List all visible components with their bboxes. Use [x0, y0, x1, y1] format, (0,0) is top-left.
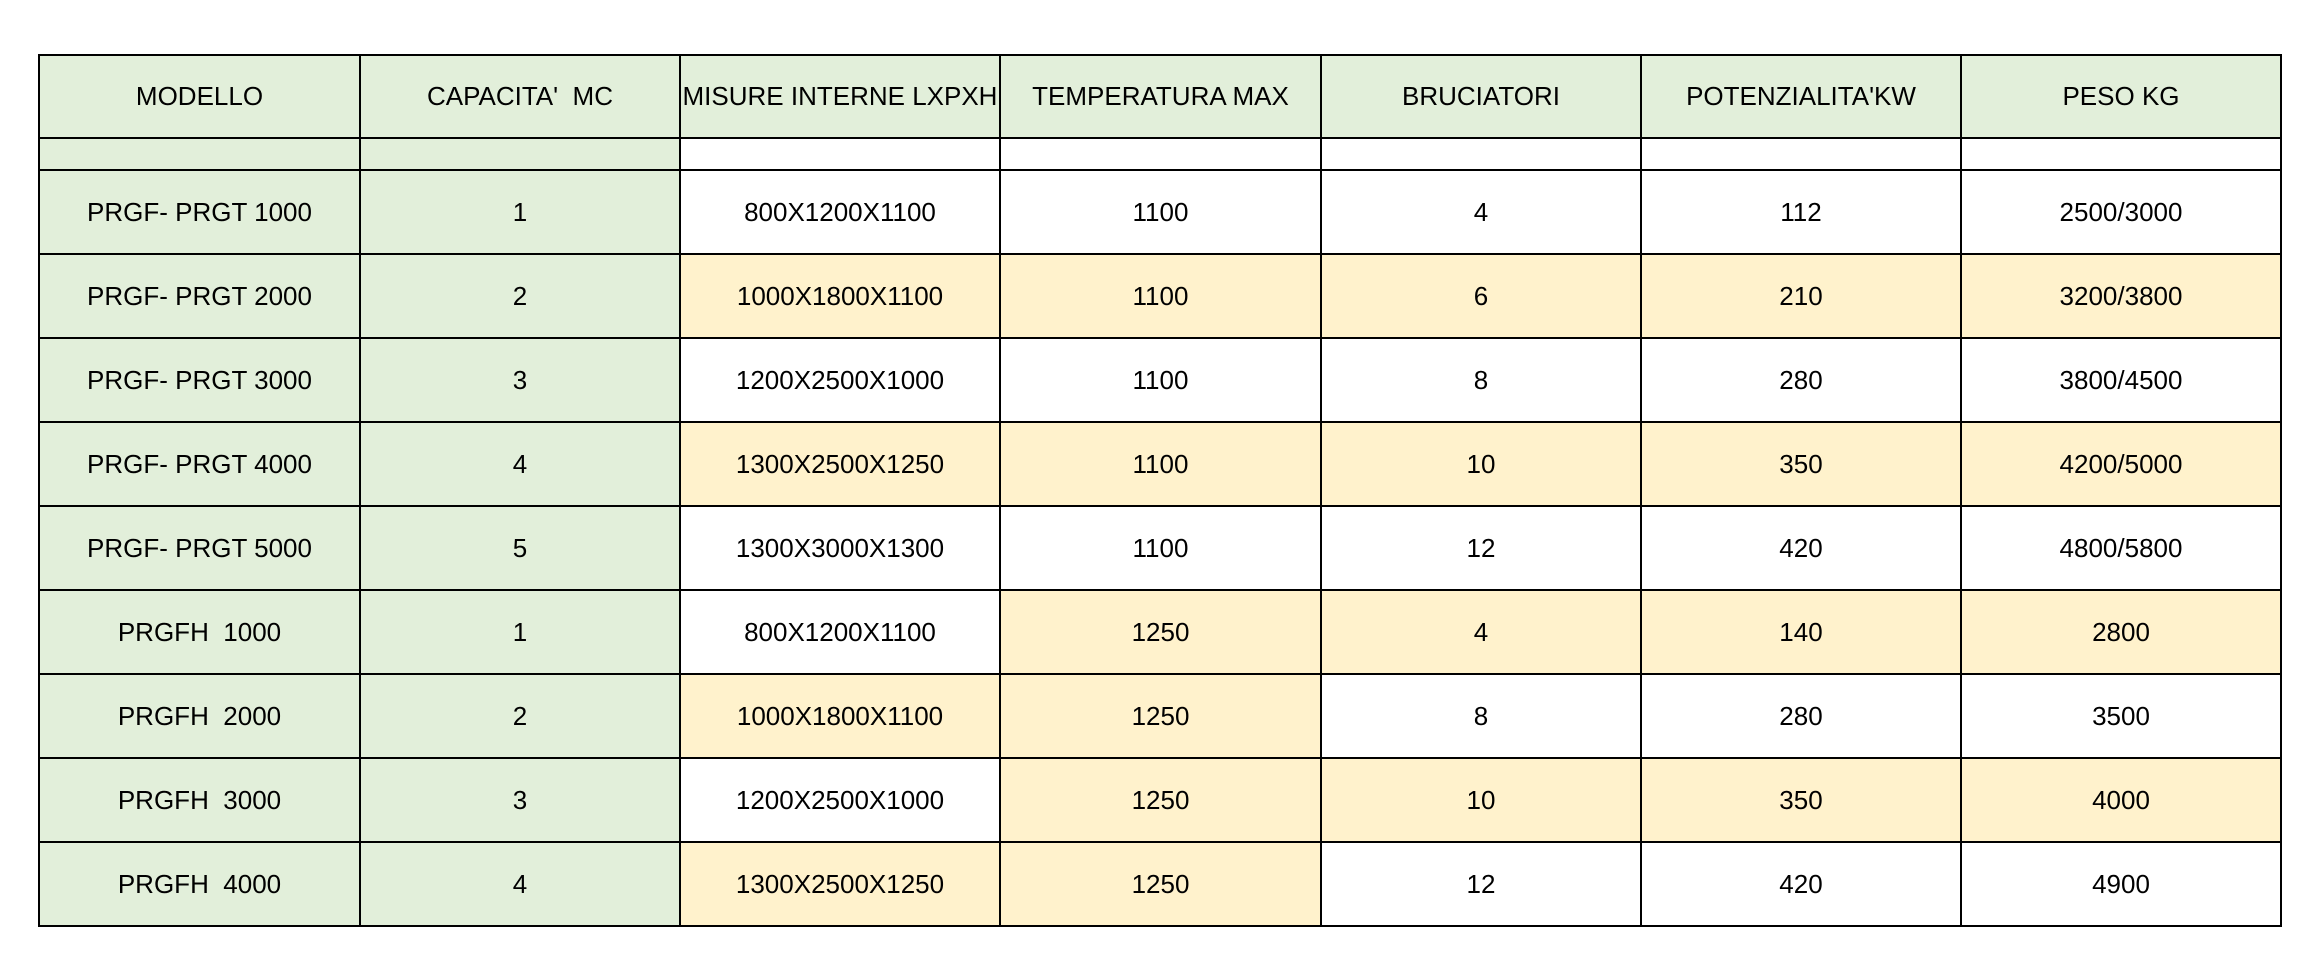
- cell-bruciatori: 8: [1321, 338, 1641, 422]
- spacer-cell: [1321, 138, 1641, 170]
- cell-bruciatori: 12: [1321, 842, 1641, 926]
- cell-capacita: 4: [360, 842, 680, 926]
- spacer-cell: [39, 138, 360, 170]
- header-temperatura: TEMPERATURA MAX: [1000, 55, 1321, 138]
- table-row: [39, 422, 2281, 506]
- cell-modello: PRGF- PRGT 1000: [39, 170, 360, 254]
- cell-modello: PRGF- PRGT 2000: [39, 254, 360, 338]
- cell-peso: 3500: [1961, 674, 2281, 758]
- cell-potenzialita: 350: [1641, 758, 1961, 842]
- cell-bruciatori: 10: [1321, 422, 1641, 506]
- cell-potenzialita: 420: [1641, 506, 1961, 590]
- cell-temperatura: 1250: [1000, 842, 1321, 926]
- cell-misure: 1300X3000X1300: [680, 506, 1000, 590]
- cell-bruciatori: 4: [1321, 590, 1641, 674]
- cell-potenzialita: 140: [1641, 590, 1961, 674]
- cell-peso: 3800/4500: [1961, 338, 2281, 422]
- spacer-cell: [1641, 138, 1961, 170]
- cell-capacita: 3: [360, 758, 680, 842]
- cell-peso: 4900: [1961, 842, 2281, 926]
- cell-potenzialita: 420: [1641, 842, 1961, 926]
- cell-misure: 800X1200X1100: [680, 170, 1000, 254]
- header-peso: PESO KG: [1961, 55, 2281, 138]
- cell-misure: 1200X2500X1000: [680, 338, 1000, 422]
- cell-potenzialita: 280: [1641, 338, 1961, 422]
- header-row: [39, 55, 2281, 138]
- cell-temperatura: 1250: [1000, 590, 1321, 674]
- cell-peso: 4800/5800: [1961, 506, 2281, 590]
- spacer-cell: [1961, 138, 2281, 170]
- spacer-cell: [1000, 138, 1321, 170]
- cell-capacita: 4: [360, 422, 680, 506]
- cell-misure: 1200X2500X1000: [680, 758, 1000, 842]
- cell-misure: 1000X1800X1100: [680, 254, 1000, 338]
- header-potenzialita: POTENZIALITA'KW: [1641, 55, 1961, 138]
- cell-modello: PRGF- PRGT 5000: [39, 506, 360, 590]
- header-bruciatori: BRUCIATORI: [1321, 55, 1641, 138]
- cell-misure: 1000X1800X1100: [680, 674, 1000, 758]
- cell-bruciatori: 12: [1321, 506, 1641, 590]
- spacer-cell: [360, 138, 680, 170]
- cell-capacita: 3: [360, 338, 680, 422]
- cell-modello: PRGFH 4000: [39, 842, 360, 926]
- cell-misure: 1300X2500X1250: [680, 422, 1000, 506]
- cell-peso: 4200/5000: [1961, 422, 2281, 506]
- spec-table: [38, 54, 2282, 927]
- header-capacita: CAPACITA' MC: [360, 55, 680, 138]
- cell-peso: 3200/3800: [1961, 254, 2281, 338]
- cell-temperatura: 1100: [1000, 338, 1321, 422]
- table-row: [39, 338, 2281, 422]
- cell-temperatura: 1100: [1000, 170, 1321, 254]
- cell-potenzialita: 210: [1641, 254, 1961, 338]
- cell-temperatura: 1100: [1000, 254, 1321, 338]
- cell-potenzialita: 280: [1641, 674, 1961, 758]
- cell-bruciatori: 6: [1321, 254, 1641, 338]
- spacer-cell: [680, 138, 1000, 170]
- table-row: [39, 590, 2281, 674]
- cell-temperatura: 1250: [1000, 758, 1321, 842]
- cell-capacita: 5: [360, 506, 680, 590]
- cell-bruciatori: 8: [1321, 674, 1641, 758]
- cell-temperatura: 1100: [1000, 506, 1321, 590]
- header-misure: MISURE INTERNE LXPXH: [680, 55, 1000, 138]
- cell-modello: PRGFH 1000: [39, 590, 360, 674]
- cell-capacita: 1: [360, 590, 680, 674]
- cell-potenzialita: 350: [1641, 422, 1961, 506]
- header-modello: MODELLO: [39, 55, 360, 138]
- cell-temperatura: 1250: [1000, 674, 1321, 758]
- table-row: [39, 758, 2281, 842]
- cell-modello: PRGFH 3000: [39, 758, 360, 842]
- cell-peso: 2500/3000: [1961, 170, 2281, 254]
- cell-misure: 1300X2500X1250: [680, 842, 1000, 926]
- table-row: [39, 506, 2281, 590]
- cell-bruciatori: 10: [1321, 758, 1641, 842]
- cell-capacita: 2: [360, 254, 680, 338]
- table-row: [39, 674, 2281, 758]
- cell-modello: PRGF- PRGT 3000: [39, 338, 360, 422]
- cell-temperatura: 1100: [1000, 422, 1321, 506]
- table-row: [39, 170, 2281, 254]
- table-row: [39, 842, 2281, 926]
- cell-modello: PRGFH 2000: [39, 674, 360, 758]
- cell-capacita: 2: [360, 674, 680, 758]
- cell-capacita: 1: [360, 170, 680, 254]
- cell-misure: 800X1200X1100: [680, 590, 1000, 674]
- cell-bruciatori: 4: [1321, 170, 1641, 254]
- cell-peso: 2800: [1961, 590, 2281, 674]
- cell-modello: PRGF- PRGT 4000: [39, 422, 360, 506]
- cell-potenzialita: 112: [1641, 170, 1961, 254]
- table-row: [39, 254, 2281, 338]
- cell-peso: 4000: [1961, 758, 2281, 842]
- spacer-row: [39, 138, 2281, 170]
